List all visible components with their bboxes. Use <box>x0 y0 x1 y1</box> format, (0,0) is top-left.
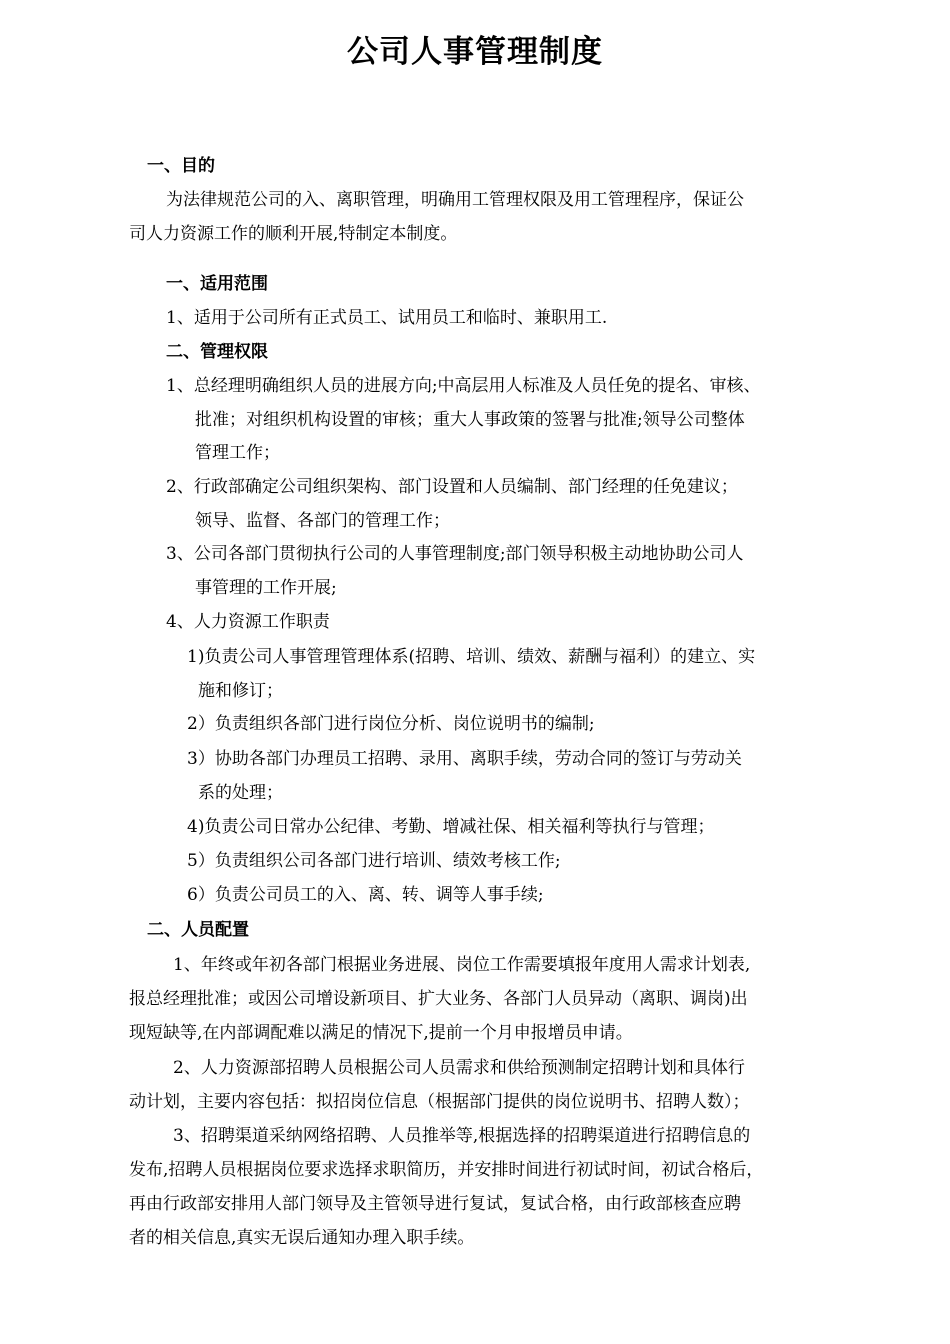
list-item-line: 系的处理； <box>198 783 283 803</box>
document-title: 公司人事管理制度 <box>347 34 603 70</box>
section-heading-staffing: 二、人员配置 <box>147 920 249 940</box>
paragraph-line: 为法律规范公司的入、离职管理，明确用工管理权限及用工管理程序，保证公 <box>166 190 744 210</box>
list-item-line: 施和修订； <box>198 681 283 701</box>
list-item-line: 3、公司各部门贯彻执行公司的人事管理制度;部门领导积极主动地协助公司人 <box>166 544 744 564</box>
list-item-line: 3）协助各部门办理员工招聘、录用、离职手续，劳动合同的签订与劳动关 <box>187 749 742 769</box>
section-heading-purpose: 一、目的 <box>147 156 215 176</box>
paragraph-line: 者的相关信息,真实无误后通知办理入职手续。 <box>129 1228 475 1248</box>
section-heading-scope: 一、适用范围 <box>166 274 268 294</box>
paragraph-line: 司人力资源工作的顺利开展,特制定本制度。 <box>129 224 458 244</box>
paragraph-line: 2、人力资源部招聘人员根据公司人员需求和供给预测制定招聘计划和具体行 <box>173 1058 745 1078</box>
paragraph-line: 3、招聘渠道采纳网络招聘、人员推举等,根据选择的招聘渠道进行招聘信息的 <box>173 1126 751 1146</box>
list-item-line: 1、总经理明确组织人员的进展方向;中高层用人标准及人员任免的提名、审核、 <box>166 376 761 396</box>
paragraph-line: 现短缺等,在内部调配难以满足的情况下,提前一个月申报增员申请。 <box>129 1023 633 1043</box>
list-item-line: 4)负责公司日常办公纪律、考勤、增减社保、相关福利等执行与管理； <box>187 817 715 837</box>
paragraph-line: 1、年终或年初各部门根据业务进展、岗位工作需要填报年度用人需求计划表, <box>173 955 751 975</box>
paragraph-line: 发布,招聘人员根据岗位要求选择求职简历，并安排时间进行初试时间，初试合格后， <box>129 1160 764 1180</box>
list-item-line: 1)负责公司人事管理管理体系(招聘、培训、绩效、薪酬与福利）的建立、实 <box>187 647 756 667</box>
list-item-line: 管理工作； <box>195 443 280 463</box>
paragraph-line: 报总经理批准；或因公司增设新项目、扩大业务、各部门人员异动（离职、调岗)出 <box>129 989 748 1009</box>
paragraph-line: 再由行政部安排用人部门领导及主管领导进行复试，复试合格，由行政部核查应聘 <box>129 1194 741 1214</box>
paragraph-line: 1、适用于公司所有正式员工、试用员工和临时、兼职用工. <box>166 308 608 328</box>
list-item-line: 领导、监督、各部门的管理工作； <box>195 511 450 531</box>
list-item-line: 5）负责组织公司各部门进行培训、绩效考核工作; <box>187 851 561 871</box>
list-item-line: 事管理的工作开展; <box>195 578 337 598</box>
list-item-line: 2、行政部确定公司组织架构、部门设置和人员编制、部门经理的任免建议； <box>166 477 738 497</box>
list-item-line: 4、人力资源工作职责 <box>166 612 330 632</box>
list-item-line: 6）负责公司员工的入、离、转、调等人事手续; <box>187 885 544 905</box>
list-item-line: 批准；对组织机构设置的审核；重大人事政策的签署与批准;领导公司整体 <box>195 410 745 430</box>
paragraph-line: 动计划，主要内容包括：拟招岗位信息（根据部门提供的岗位说明书、招聘人数）； <box>129 1092 750 1112</box>
list-item-line: 2）负责组织各部门进行岗位分析、岗位说明书的编制; <box>187 714 595 734</box>
section-heading-authority: 二、管理权限 <box>166 342 268 362</box>
